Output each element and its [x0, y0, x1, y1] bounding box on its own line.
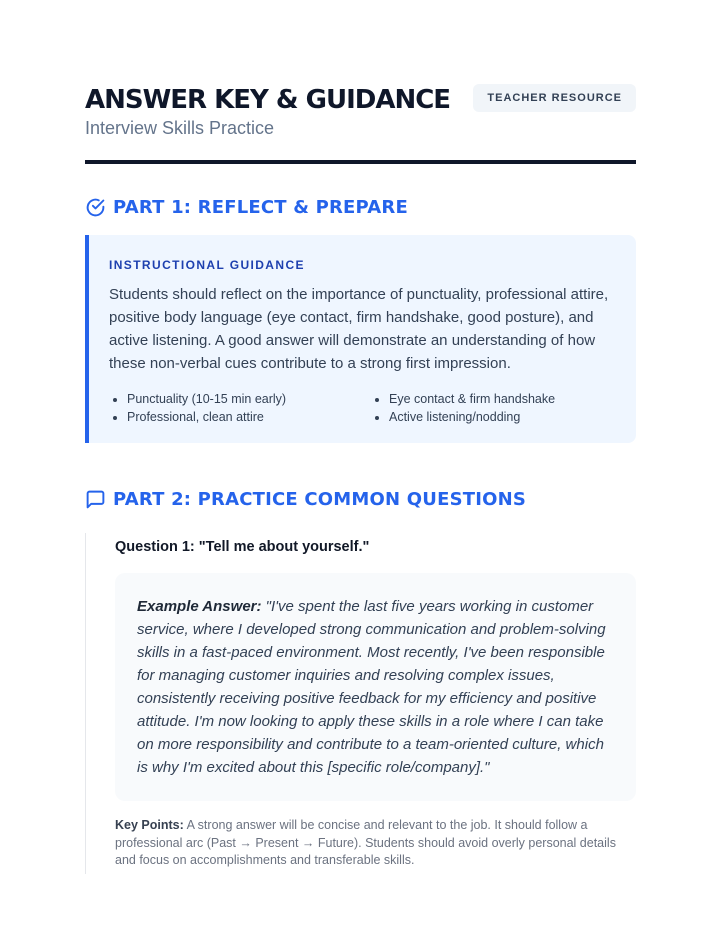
key-points — [115, 817, 636, 870]
bullet-dot-icon — [375, 398, 379, 402]
example-answer-label: Example Answer: — [137, 598, 262, 615]
question-1-title: Question 1: "Tell me about yourself." — [115, 539, 370, 555]
example-answer-text: "I've spent the last five years working in customer service, where I developed strong communication and problem-solving skills in a fast-paced environment. Most recently, I've been responsible for managing customer inquiries and resolving complex issues, consistently receiving positive feedback for my efficiency and positive attitude. I'm now looking to apply these skills in a role where I can take on more responsibility and contribute to a team-oriented culture, which is why I'm excited about this [specific role/company]." — [137, 598, 606, 776]
bullet-dot-icon — [375, 416, 379, 420]
part2-heading — [85, 485, 636, 513]
question-1-block — [85, 533, 636, 874]
part1-title: PART 1: REFLECT & PREPARE — [113, 196, 408, 218]
key-points-text: A strong answer will be concise and relevant to the job. It should follow a professional arc (Past → Present → Future). Students should avoid overly personal details and focus on accomplishments and transferable skills. — [115, 818, 616, 867]
bullet-dot-icon — [113, 416, 117, 420]
bullet-dot-icon — [113, 398, 117, 402]
chat-bubble-icon — [85, 489, 106, 510]
list-item: Eye contact & firm handshake — [371, 391, 611, 408]
page-title: ANSWER KEY & GUIDANCE — [85, 85, 451, 115]
guidance-bullet-list — [109, 391, 616, 426]
list-item: Punctuality (10-15 min early) — [109, 391, 371, 408]
guidance-text: Students should reflect on the importance of punctuality, professional attire, positive body language (eye contact, firm handshake, good posture), and active listening. A good answer will demonstrate an understanding of how these non-verbal cues contribute to a strong first impression. — [109, 286, 609, 372]
key-points-label: Key Points: — [115, 818, 184, 832]
teacher-resource-badge: TEACHER RESOURCE — [473, 84, 636, 112]
list-item: Active listening/nodding — [371, 409, 611, 426]
part2-title: PART 2: PRACTICE COMMON QUESTIONS — [113, 488, 527, 510]
check-circle-icon — [85, 197, 106, 218]
list-item: Professional, clean attire — [109, 409, 371, 426]
guidance-label: INSTRUCTIONAL GUIDANCE — [109, 258, 305, 272]
answer-key-page — [85, 84, 636, 874]
page-subtitle: Interview Skills Practice — [85, 118, 275, 138]
example-answer-box — [115, 573, 636, 801]
page-header — [85, 84, 636, 140]
header-divider — [85, 160, 636, 164]
instructional-guidance-box — [85, 235, 636, 443]
part1-heading — [85, 193, 636, 221]
